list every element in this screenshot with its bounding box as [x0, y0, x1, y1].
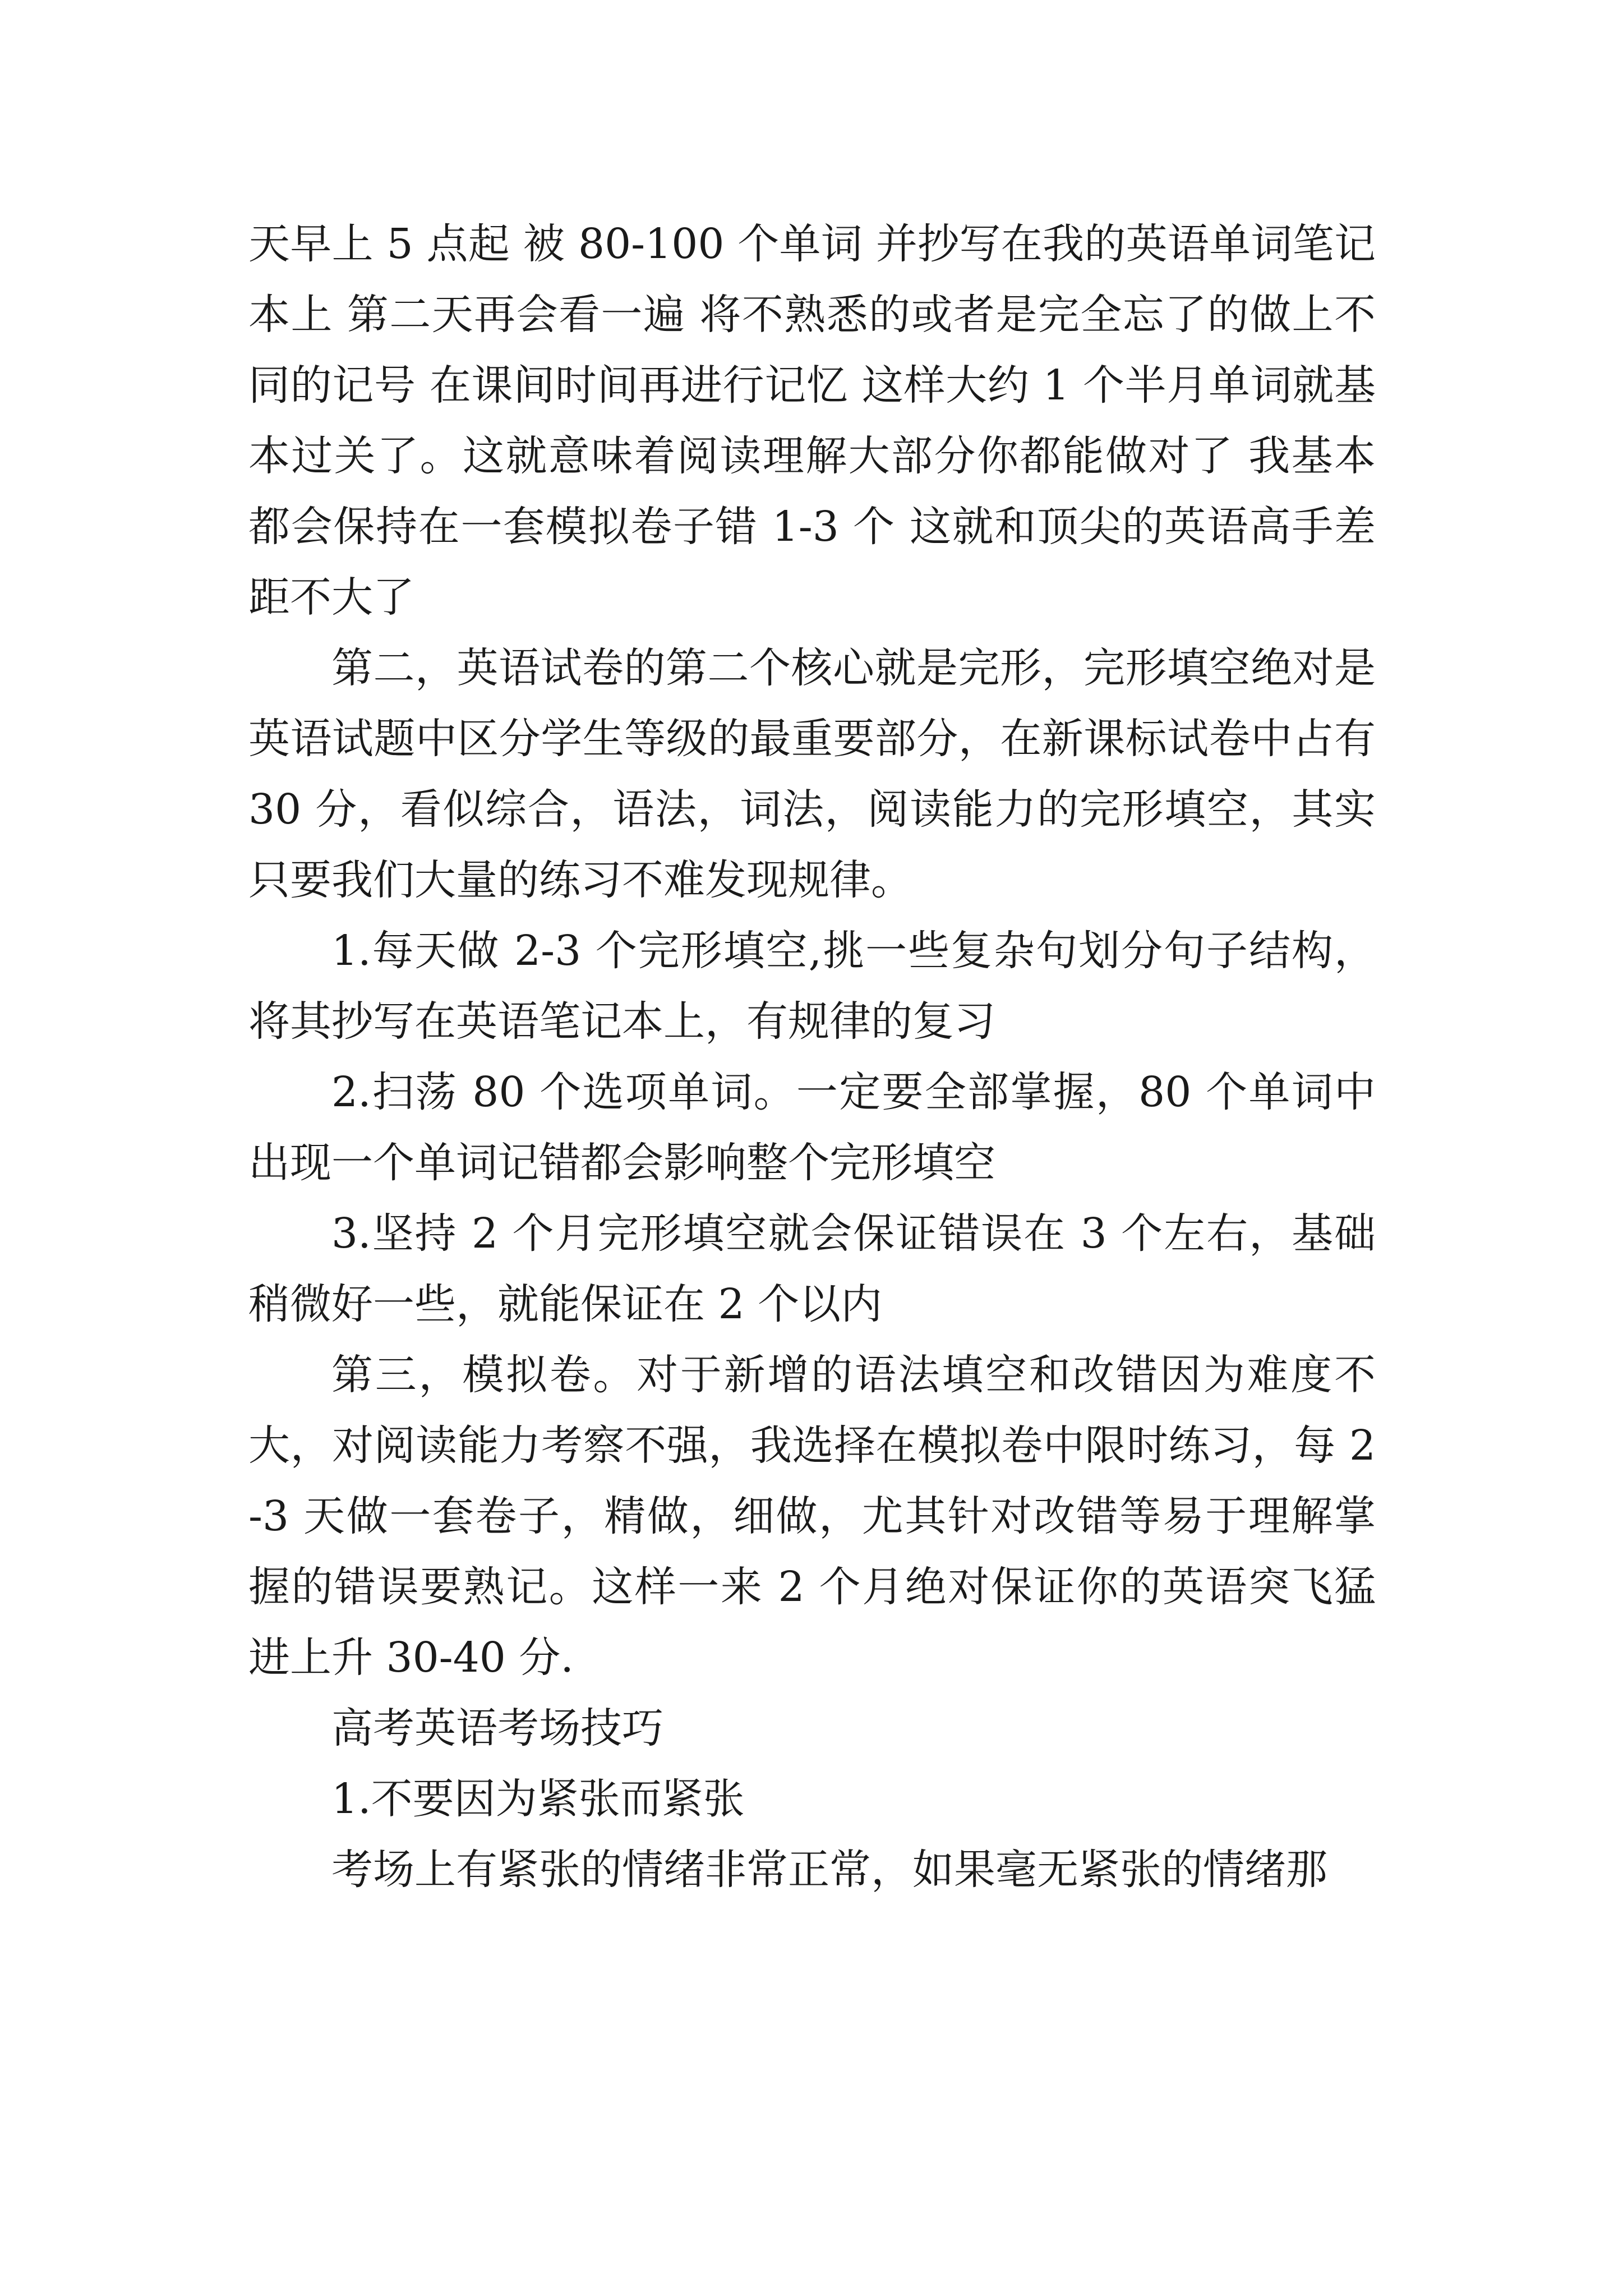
paragraph-cloze-tip-3: 3.坚持 2 个月完形填空就会保证错误在 3 个左右，基础稍微好一些，就能保证在 2 个以内: [248, 1209, 1376, 1328]
paragraph-nervousness-body: 考场上有紧张的情绪非常正常，如果毫无紧张的情绪那: [331, 1846, 1327, 1894]
section-heading-exam-tips: 高考英语考场技巧: [331, 1704, 663, 1752]
paragraph-cloze-tip-1: 1.每天做 2-3 个完形填空,挑一些复杂句划分句子结构，将其抄写在英语笔记本上，有规律的复习: [248, 927, 1376, 1046]
paragraph-mock-exams: 第三，模拟卷。对于新增的语法填空和改错因为难度不大，对阅读能力考察不强，我选择在模拟卷中限时练习，每 2-3 天做一套卷子，精做，细做，尤其针对改错等易于理解掌握的错误要熟记。这样一来 2 个月绝对保证你的英语突飞猛进上升 30-40 分.: [248, 1351, 1376, 1682]
paragraph-cloze-core: 第二，英语试卷的第二个核心就是完形，完形填空绝对是英语试题中区分学生等级的最重要部分，在新课标试卷中占有 30 分，看似综合，语法，词法，阅读能力的完形填空，其实只要我们大量的练习不难发现规律。: [248, 644, 1376, 904]
paragraph-vocabulary-routine: 天早上 5 点起 被 80-100 个单词 并抄写在我的英语单词笔记本上 第二天再会看一遍 将不熟悉的或者是完全忘了的做上不同的记号 在课间时间再进行记忆 这样大约 1 个半月单词就基本过关了。这就意味着阅读理解大部分你都能做对了 我基本都会保持在一套模拟卷子错 1-3 个 这就和顶尖的英语高手差距不大了: [248, 220, 1376, 622]
paragraph-cloze-tip-2: 2.扫荡 80 个选项单词。一定要全部掌握，80 个单词中出现一个单词记错都会影响整个完形填空: [248, 1068, 1376, 1187]
paragraph-tip-nervousness: 1.不要因为紧张而紧张: [331, 1775, 745, 1823]
document-body: [248, 209, 1376, 1905]
